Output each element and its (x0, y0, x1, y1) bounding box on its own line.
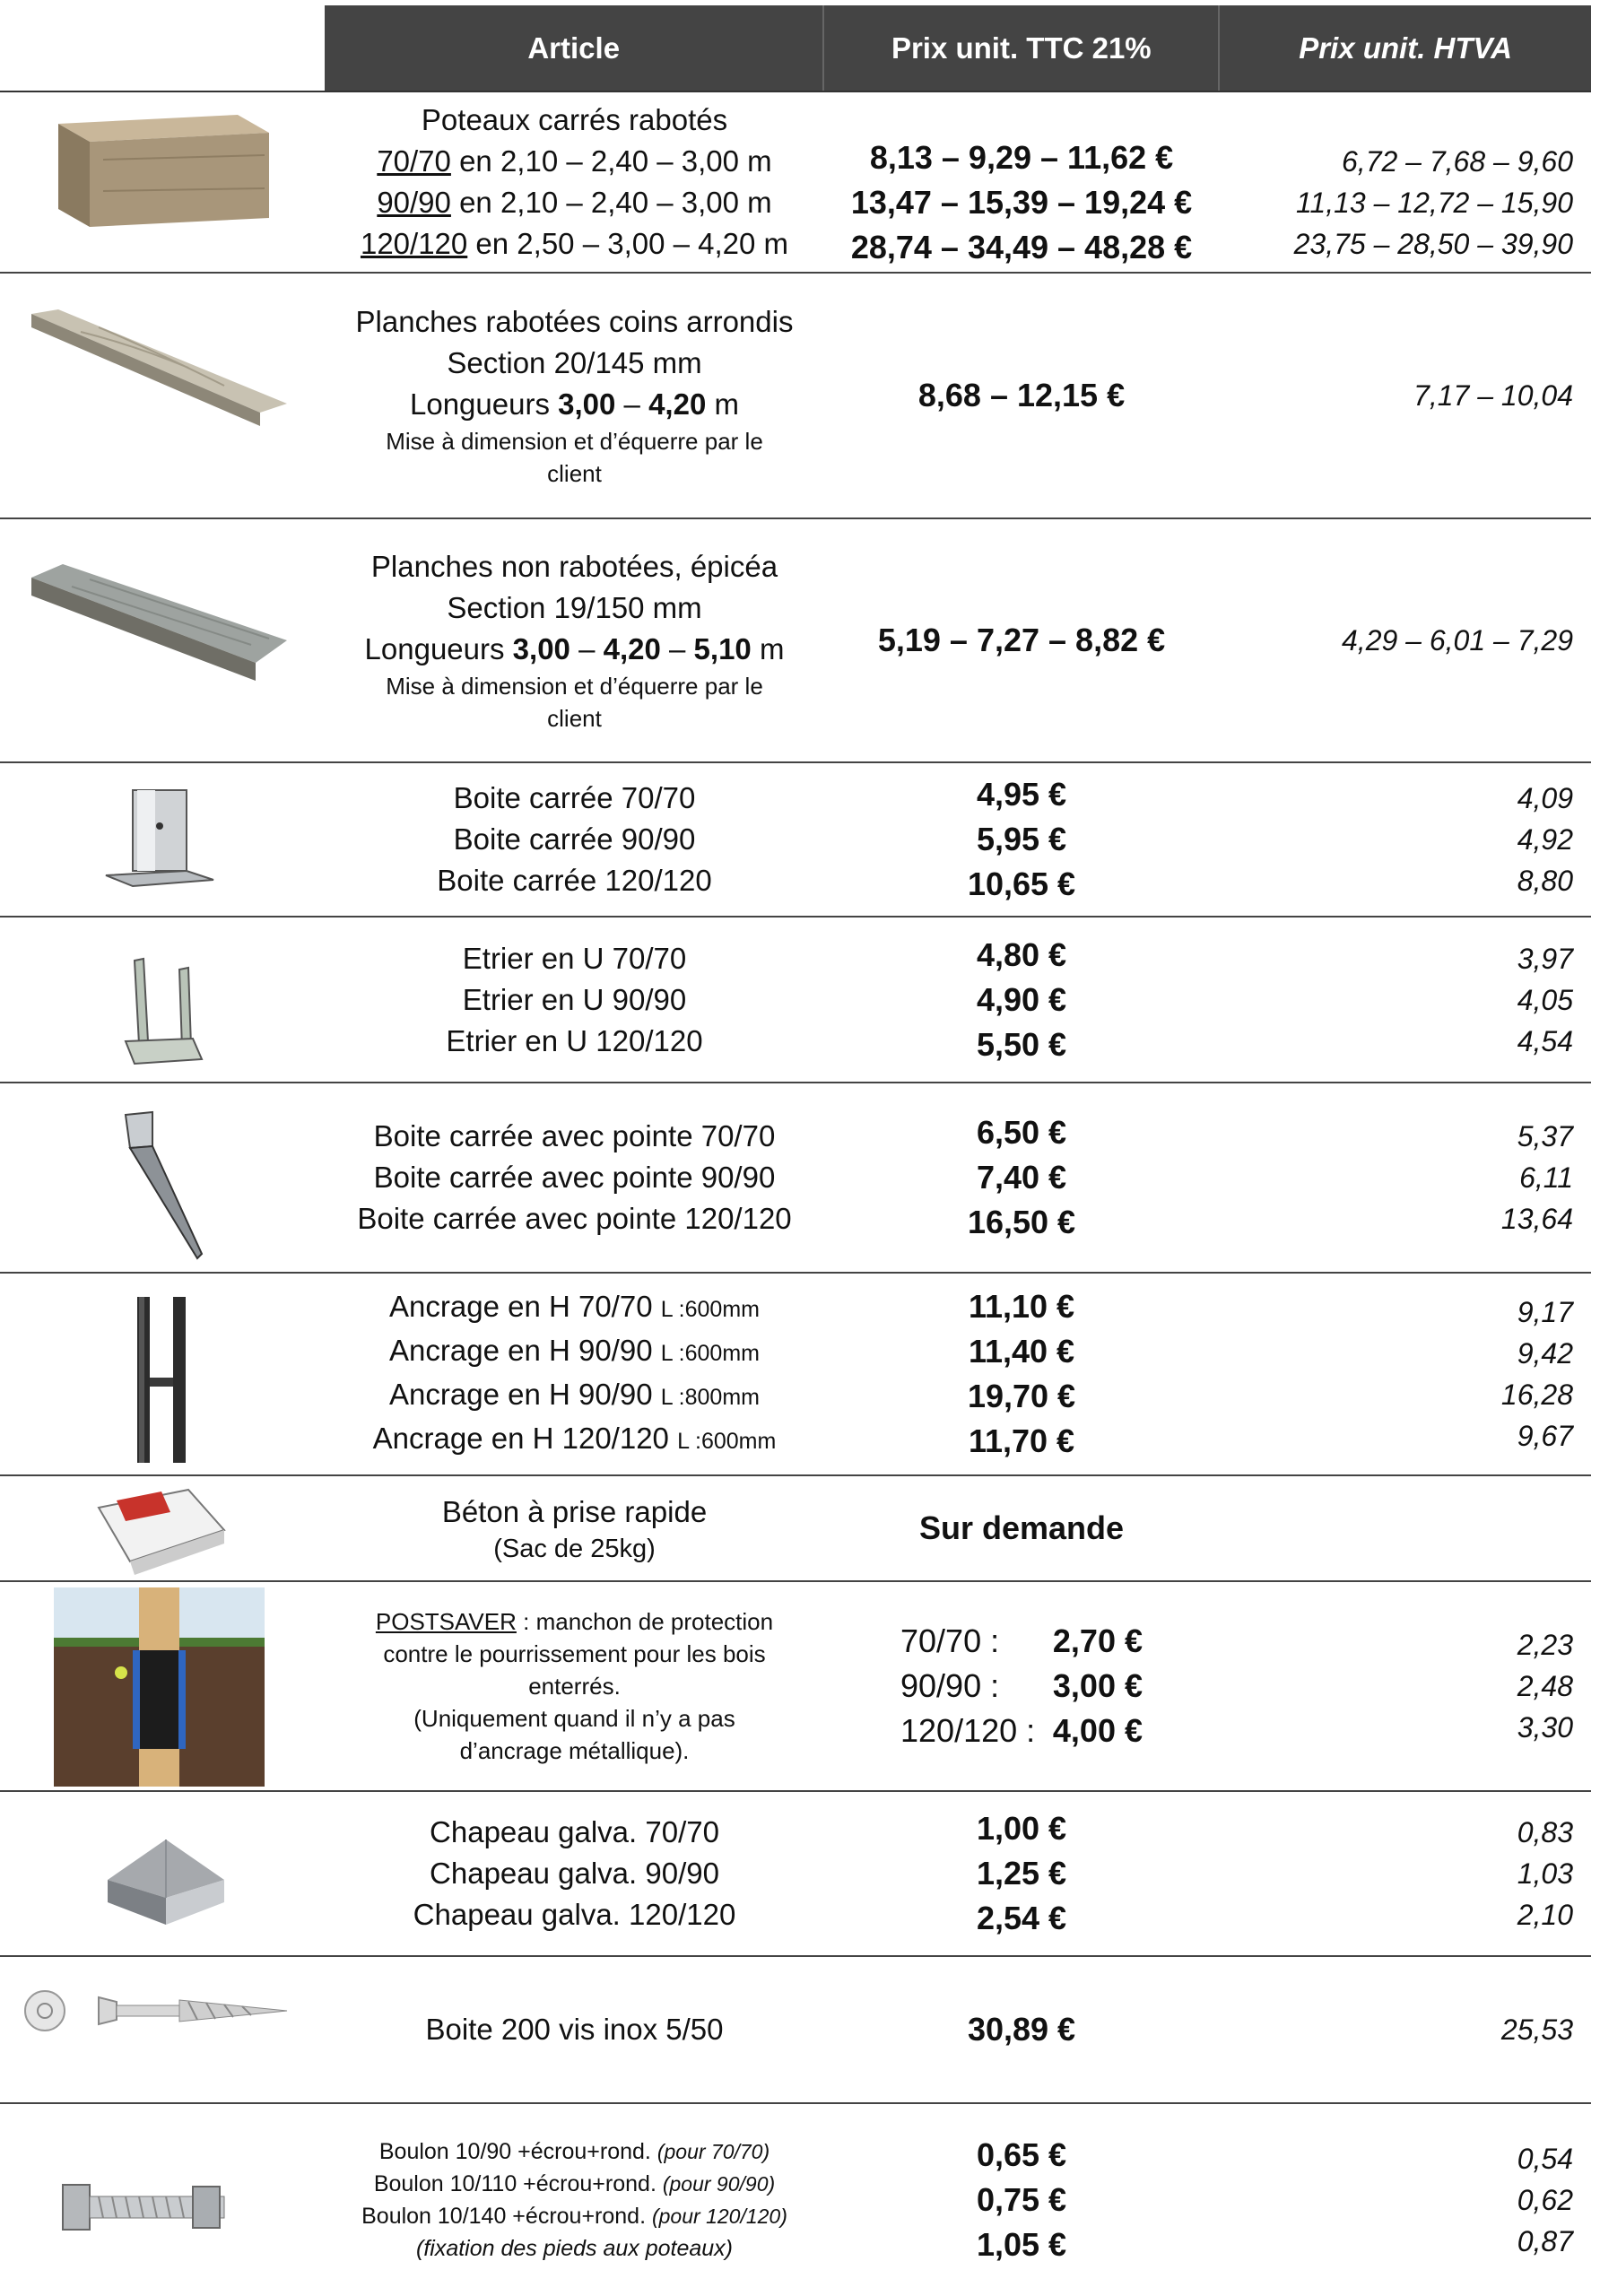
ttc-cell: 0,65 € 0,75 € 1,05 € (976, 2136, 1067, 2263)
article-cell: Ancrage en H 70/70 L :600mm Ancrage en H 90/90 L :600mm Ancrage en H 90/90 L :800mm Ancrage en H 120/120 L :600mm (372, 1290, 777, 1455)
screw-image (18, 1984, 305, 2038)
postsaver-image (54, 1587, 265, 1787)
article-note: Mise à dimension et d’équerre par le client (386, 673, 763, 732)
article-title: Poteaux carrés rabotés (421, 103, 728, 136)
ttc-cell: 6,50 € 7,40 € 16,50 € (967, 1114, 1076, 1240)
article-line: 90/90 en 2,10 – 2,40 – 3,00 m (377, 186, 772, 219)
plank-image (27, 305, 287, 475)
ttc-cell (824, 1476, 1219, 1580)
price-ttc: 8,13 – 9,29 – 11,62 € (869, 139, 1174, 176)
article-line: 70/70 en 2,10 – 2,40 – 3,00 m (377, 144, 772, 178)
htva-cell: 4,09 4,92 8,80 (1517, 782, 1573, 897)
article-section: Section 19/150 mm (447, 591, 702, 624)
htva-cell: 25,53 (1500, 2013, 1573, 2046)
table-row (0, 1957, 1591, 2104)
table-header (325, 5, 1591, 91)
price-htva: 4,29 – 6,01 – 7,29 (1342, 624, 1573, 657)
table-row (0, 1083, 1591, 1274)
article-cell: Boite 200 vis inox 5/50 (425, 2013, 724, 2046)
ttc-cell (824, 92, 1219, 272)
spike-image (108, 1110, 215, 1263)
htva-cell: 3,97 4,05 4,54 (1517, 942, 1573, 1057)
ttc-cell: 4,95 € 5,95 € 10,65 € (967, 776, 1076, 902)
htva-cell: 0,54 0,62 0,87 (1517, 2143, 1573, 2257)
htva-cell: 0,83 1,03 2,10 (1517, 1816, 1573, 1931)
htva-cell: 5,37 6,11 13,64 (1500, 1120, 1573, 1235)
price-ttc: 5,19 – 7,27 – 8,82 € (877, 622, 1166, 658)
price-ttc: 28,74 – 34,49 – 48,28 € (850, 229, 1193, 265)
article-cell: Boulon 10/90 +écrou+rond. (pour 70/70) Boulon 10/110 +écrou+rond. (pour 90/90) Boulon 10/140 +écrou+rond. (pour 120/120) (fixation des pieds aux poteaux) (361, 2139, 787, 2261)
ttc-cell (824, 274, 1219, 517)
on-request: Sur demande (918, 1509, 1125, 1546)
htva-cell (1219, 274, 1573, 517)
article-note: Mise à dimension et d’équerre par le client (386, 428, 763, 487)
price-htva: 6,72 – 7,68 – 9,60 (1342, 145, 1573, 178)
table-row (0, 763, 1591, 918)
ttc-cell: 1,00 € 1,25 € 2,54 € (976, 1810, 1067, 1936)
article-cell (325, 92, 824, 272)
post-cap-image (99, 1828, 233, 1931)
ttc-cell: 30,89 € (967, 2011, 1076, 2048)
ttc-cell: 4,80 € 4,90 € 5,50 € (976, 935, 1067, 1063)
table-row (0, 274, 1591, 519)
table-row (0, 1582, 1591, 1792)
square-box-image (99, 783, 220, 900)
u-bracket-image (112, 953, 211, 1074)
article-cell (325, 274, 824, 517)
concrete-bag-image (90, 1481, 233, 1578)
price-htva: 23,75 – 28,50 – 39,90 (1293, 228, 1573, 260)
ttc-cell (824, 519, 1219, 761)
plank-image (27, 555, 287, 726)
ttc-cell: 70/70 : 2,70 € 90/90 : 3,00 € 120/120 : 4,00 € (900, 1622, 1143, 1749)
article-line: 120/120 en 2,50 – 3,00 – 4,20 m (360, 227, 789, 260)
post-image (45, 101, 278, 236)
article-cell: Chapeau galva. 70/70 Chapeau galva. 90/90 Chapeau galva. 120/120 (413, 1815, 736, 1931)
htva-cell: 9,17 9,42 16,28 9,67 (1500, 1296, 1573, 1452)
article-lengths: Longueurs 3,00 – 4,20 – 5,10 m (364, 632, 785, 665)
article-cell: Etrier en U 70/70 Etrier en U 90/90 Etrier en U 120/120 (446, 941, 703, 1057)
brand-name: POSTSAVER (375, 1608, 517, 1635)
price-htva: 11,13 – 12,72 – 15,90 (1295, 187, 1573, 219)
table-row (0, 918, 1591, 1083)
header-htva: Prix unit. HTVA (1299, 30, 1512, 65)
article-title: Planches rabotées coins arrondis (355, 305, 794, 338)
article-title: Planches non rabotées, épicéa (370, 550, 778, 583)
table-row (0, 92, 1591, 274)
article-cell (325, 519, 824, 761)
htva-cell (1219, 519, 1573, 761)
table-row (0, 1792, 1591, 1957)
header-ttc: Prix unit. TTC 21% (824, 5, 1220, 91)
ttc-cell: 11,10 € 11,40 € 19,70 € 11,70 € (967, 1288, 1076, 1459)
header-article: Article (325, 5, 824, 91)
article-cell: POSTSAVER : manchon de protection contre le pourrissement pour les bois enterrés. (Uniquement quand il n’y a pas d’ancrage métallique). (375, 1608, 774, 1764)
table-row (0, 1476, 1591, 1582)
table-row (0, 2104, 1591, 2296)
htva-cell (1219, 92, 1573, 272)
article-lengths: Longueurs 3,00 – 4,20 m (410, 387, 739, 421)
article-cell: Boite carrée 70/70 Boite carrée 90/90 Boite carrée 120/120 (437, 781, 712, 897)
table-row (0, 519, 1591, 763)
price-ttc: 13,47 – 15,39 – 19,24 € (850, 184, 1193, 221)
price-htva: 7,17 – 10,04 (1413, 379, 1573, 412)
article-section: Section 20/145 mm (447, 346, 702, 379)
htva-cell: 2,23 2,48 3,30 (1517, 1629, 1573, 1744)
article-cell: Béton à prise rapide (Sac de 25kg) (441, 1495, 708, 1563)
bolt-image (58, 2167, 256, 2248)
h-anchor-image (126, 1290, 197, 1469)
article-cell: Boite carrée avec pointe 70/70 Boite carrée avec pointe 90/90 Boite carrée avec pointe 120/120 (357, 1119, 792, 1235)
price-ttc: 8,68 – 12,15 € (917, 377, 1126, 413)
table-row (0, 1274, 1591, 1476)
